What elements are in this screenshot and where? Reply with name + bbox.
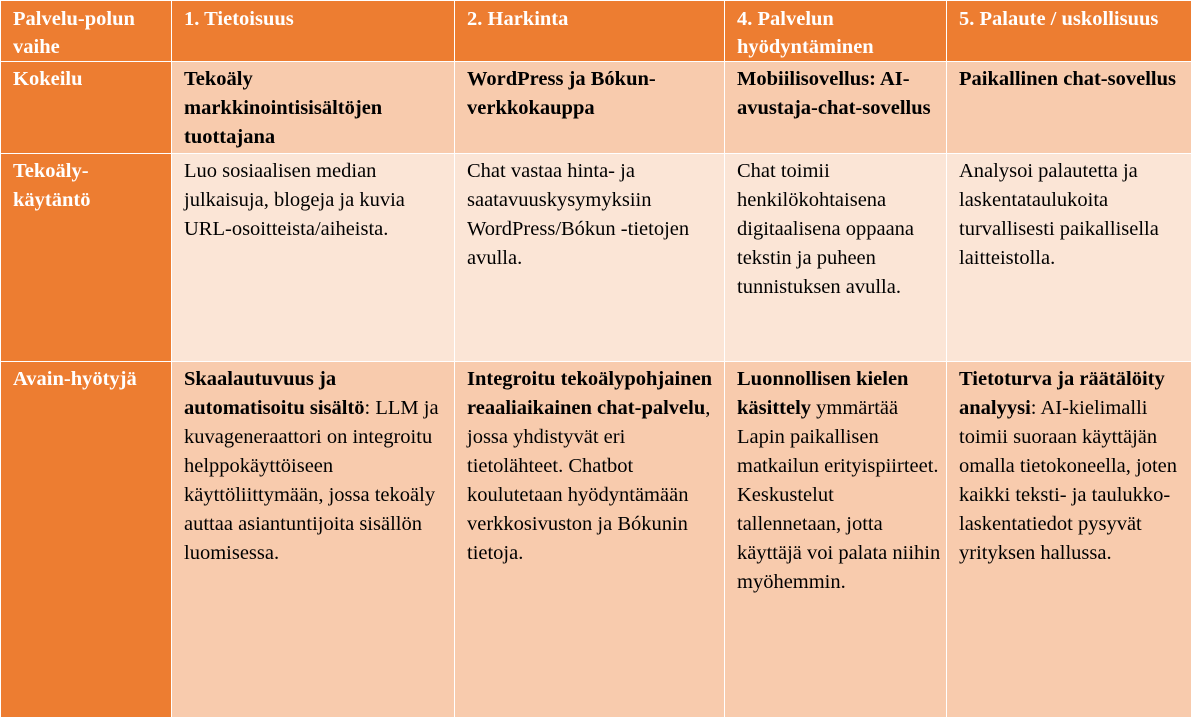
cell-benefits-service-use [725,362,947,718]
benefit-bold: Skaalautuvuus ja automatisoitu sisältö [184,368,365,419]
cell-experiment-feedback: Paikallinen chat-sovellus [947,62,1192,154]
benefit-bold: Tietoturva ja räätälöity analyysi [959,368,1165,419]
benefit-text: : LLM ja kuvageneraattori on integroitu helppokäyttöiseen käyttöliittymään, jossa tekoäly auttaa asiantuntijoita sisällön luomisessa. [184,397,439,564]
cell-practice-feedback: Analysoi palautetta ja laskentataulukoita turvallisesti paikallisella laitteistolla. [947,154,1192,362]
cell-benefits-feedback [947,362,1192,718]
cell-benefits-consideration [455,362,725,718]
row-label-ai-practice: Tekoäly-käytäntö [1,154,172,362]
cell-benefits-awareness [172,362,455,718]
header-feedback-loyalty: 5. Palaute / uskollisuus [947,1,1192,62]
cell-practice-consideration: Chat vastaa hinta- ja saatavuuskysymyksiin WordPress/Bókun -tietojen avulla. [455,154,725,362]
benefit-text: ymmärtää Lapin paikallisen matkailun erityispiirteet. Keskustelut tallennetaan, jotta käyttäjä voi palata niihin myöhemmin. [737,397,941,593]
row-key-benefits [1,362,1192,718]
header-consideration: 2. Harkinta [455,1,725,62]
cell-practice-awareness: Luo sosiaalisen median julkaisuja, blogeja ja kuvia URL-osoitteista/aiheista. [172,154,455,362]
benefit-text: : AI-kielimalli toimii suoraan käyttäjän omalla tietokoneella, joten kaikki teksti- ja taulukko-laskentatiedot pysyvät yrityksen hallussa. [959,397,1178,564]
benefit-bold: Integroitu tekoälypohjainen reaaliaikainen chat-palvelu [467,368,713,419]
row-ai-practice [1,154,1192,362]
cell-practice-service-use: Chat toimii henkilökohtaisena digitaalisena oppaana tekstin ja puheen tunnistuksen avulla. [725,154,947,362]
benefit-bold: Luonnollisen kielen käsittely [737,368,909,419]
row-label-experiment: Kokeilu [1,62,172,154]
benefit-text: , jossa yhdistyvät eri tietolähteet. Chatbot koulutetaan hyödyntämään verkkosivuston ja Bókunin tietoja. [467,397,711,564]
cell-experiment-awareness: Tekoäly markkinointisisältöjen tuottajana [172,62,455,154]
header-stage: Palvelu-polun vaihe [1,1,172,62]
cell-experiment-service-use: Mobiilisovellus: AI-avustaja-chat-sovellus [725,62,947,154]
header-awareness: 1. Tietoisuus [172,1,455,62]
header-row [1,1,1192,62]
cell-experiment-consideration: WordPress ja Bókun-verkkokauppa [455,62,725,154]
row-experiment [1,62,1192,154]
row-label-key-benefits: Avain-hyötyjä [1,362,172,718]
header-service-use: 4. Palvelun hyödyntäminen [725,1,947,62]
